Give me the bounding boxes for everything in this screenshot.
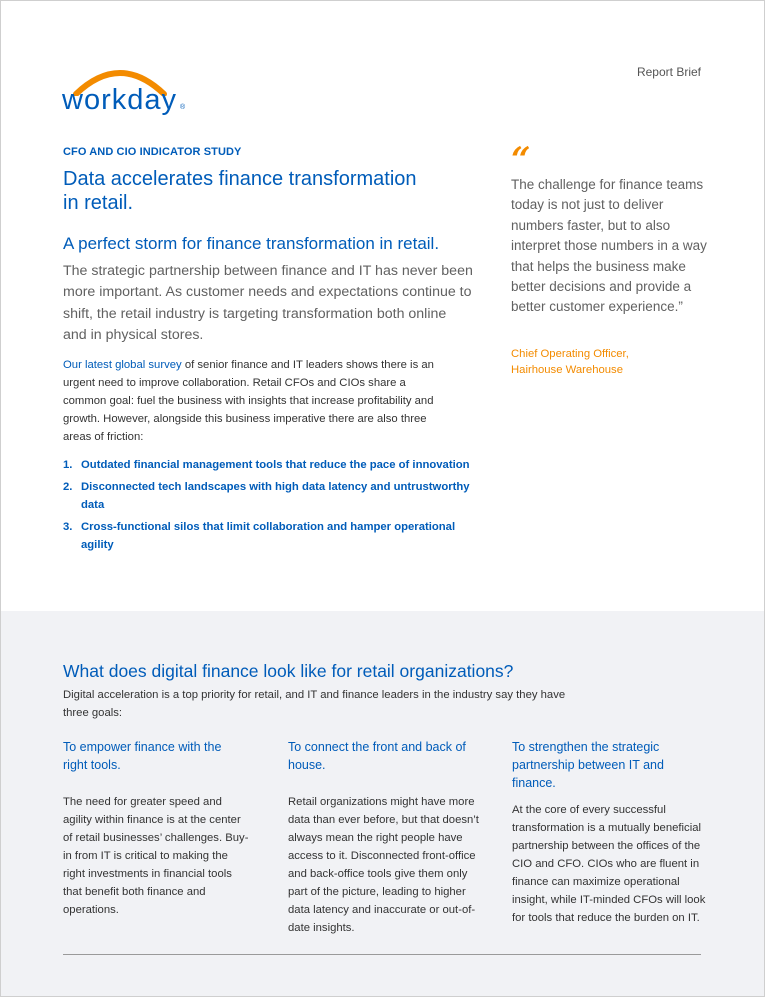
list-item-text: Disconnected tech landscapes with high data latency and untrustworthy data: [81, 481, 470, 511]
list-item-number: 1.: [63, 459, 73, 471]
goal-title: To strengthen the strategic partnership between IT and finance.: [512, 740, 664, 790]
study-eyebrow: CFO AND CIO INDICATOR STUDY: [63, 146, 242, 158]
goal-body: The need for greater speed and agility within finance is at the center of retail businesses’ challenges. Buy-in from IT is critical to making the right investments in financial tools that benefit both finance and operations.: [63, 796, 249, 916]
logo-registered-mark: ®: [180, 104, 186, 111]
logo-wordmark: workday: [62, 84, 177, 116]
quote-attribution: [511, 346, 711, 378]
bottom-divider: [63, 954, 701, 955]
list-item-text: Cross-functional silos that limit collaboration and hamper operational agility: [81, 521, 456, 551]
friction-list: [63, 456, 483, 558]
attribution-role: Chief Operating Officer,: [511, 348, 629, 360]
workday-logo: [62, 66, 187, 122]
list-item: [63, 478, 483, 514]
document-title: [63, 167, 463, 215]
pull-quote: The challenge for finance teams today is not just to deliver numbers faster, but to also interpret those numbers in a way that helps the business make better decisions and provide a better customer experience.”: [511, 177, 707, 315]
list-item-number: 3.: [63, 521, 73, 533]
goal-title: To empower finance with the right tools.: [63, 740, 222, 772]
list-item: [63, 456, 483, 474]
goal-body: Retail organizations might have more data than ever before, but that doesn’t always mean the right people have access to it. Disconnected front-office and back-office tools give them only part of the picture, leading to higher data latency and inaccurate or out-of-date insights.: [288, 796, 479, 934]
goal-body: At the core of every successful transformation is a mutually beneficial partnership between the offices of the CIO and CFO. CIOs who are fluent in finance can maximize operational insight, while IT-minded CFOs will look for tools that reduce the burden on IT.: [512, 804, 706, 924]
quote-mark-icon: “: [511, 140, 531, 180]
title-line-2: in retail.: [63, 192, 134, 214]
list-item: [63, 518, 483, 554]
section-heading-perfect-storm: A perfect storm for finance transformation in retail.: [63, 234, 440, 253]
list-item-text: Outdated financial management tools that reduce the pace of innovation: [81, 459, 470, 471]
goal-column-empower: [63, 738, 263, 919]
goal-column-strengthen: [512, 738, 712, 927]
list-item-number: 2.: [63, 481, 73, 493]
survey-paragraph: [63, 356, 448, 446]
goal-column-connect: [288, 738, 488, 937]
lead-paragraph: The strategic partnership between finance and IT has never been more important. As customer needs and expectations continue to shift, the retail industry is targeting transformation both online and in physical stores.: [63, 263, 473, 343]
digital-finance-intro: Digital acceleration is a top priority for retail, and IT and finance leaders in the industry say they have three goals:: [63, 689, 566, 719]
title-line-1: Data accelerates finance transformation: [63, 168, 417, 190]
goal-title: To connect the front and back of house.: [288, 740, 466, 772]
doc-type-label: Report Brief: [636, 65, 701, 79]
attribution-company: Hairhouse Warehouse: [511, 364, 623, 376]
survey-link[interactable]: Our latest global survey: [63, 359, 182, 371]
survey-paragraph-text: of senior finance and IT leaders shows there is an urgent need to improve collaboration. Retail CFOs and CIOs share a common goal: fuel the business with insights that increase profitability and growth. However, alongside this business imperative there are also three areas of friction:: [63, 359, 434, 443]
digital-finance-heading: What does digital finance look like for retail organizations?: [63, 661, 514, 681]
